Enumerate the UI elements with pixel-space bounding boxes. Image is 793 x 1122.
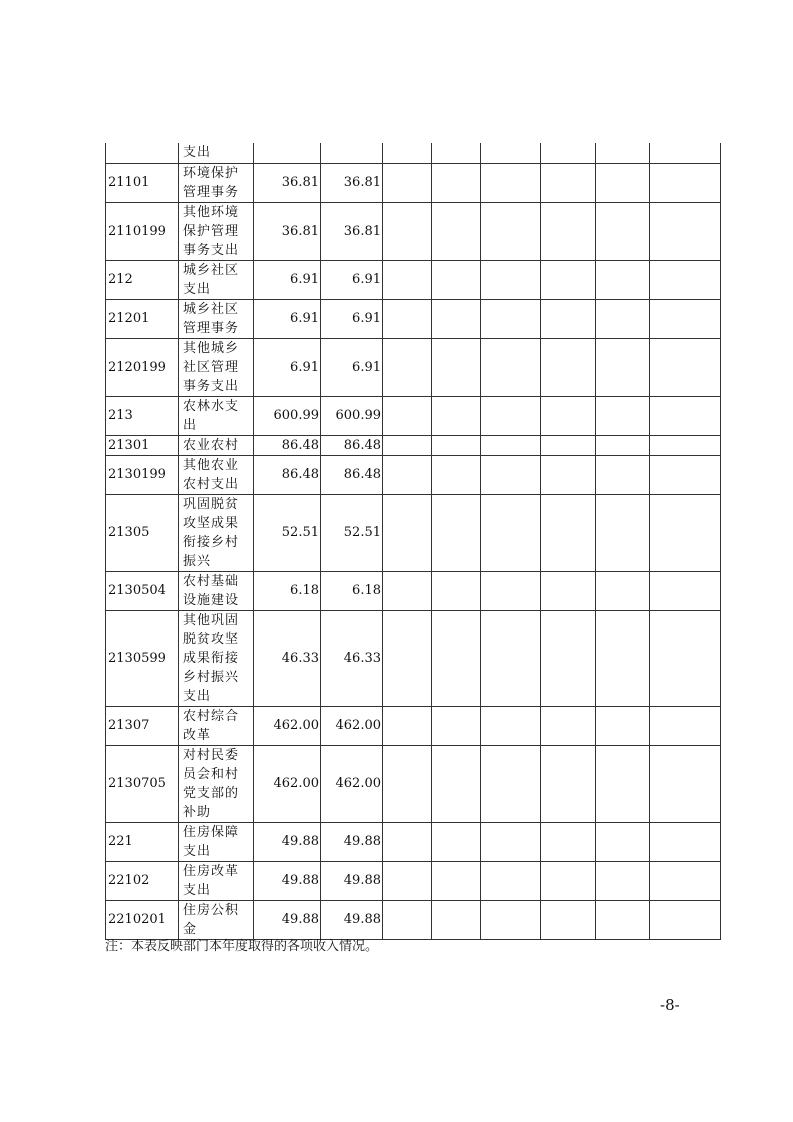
empty-cell bbox=[650, 706, 721, 745]
row-amount-fiscal: 6.18 bbox=[321, 571, 383, 610]
empty-cell bbox=[650, 260, 721, 299]
row-amount-fiscal: 86.48 bbox=[321, 455, 383, 494]
table-row bbox=[106, 822, 721, 861]
table-row bbox=[106, 706, 721, 745]
empty-cell bbox=[650, 494, 721, 571]
empty-cell bbox=[383, 396, 432, 435]
empty-cell bbox=[650, 861, 721, 900]
empty-cell bbox=[383, 900, 432, 939]
empty-cell bbox=[596, 494, 650, 571]
row-amount-fiscal: 462.00 bbox=[321, 745, 383, 822]
row-code bbox=[106, 143, 179, 163]
empty-cell bbox=[650, 435, 721, 455]
page-number: -8- bbox=[660, 996, 680, 1014]
empty-cell bbox=[432, 571, 481, 610]
empty-cell bbox=[650, 745, 721, 822]
table-row bbox=[106, 900, 721, 939]
row-name: 城乡社区管理事务 bbox=[179, 299, 254, 338]
empty-cell bbox=[481, 299, 541, 338]
row-amount-fiscal: 49.88 bbox=[321, 822, 383, 861]
row-name: 住房公积金 bbox=[179, 900, 254, 939]
row-amount-total bbox=[254, 143, 321, 163]
row-code: 2110199 bbox=[106, 202, 179, 260]
empty-cell bbox=[541, 435, 596, 455]
empty-cell bbox=[596, 396, 650, 435]
empty-cell bbox=[383, 299, 432, 338]
empty-cell bbox=[432, 260, 481, 299]
empty-cell bbox=[383, 202, 432, 260]
empty-cell bbox=[383, 435, 432, 455]
empty-cell bbox=[432, 610, 481, 706]
empty-cell bbox=[541, 143, 596, 163]
row-amount-fiscal: 86.48 bbox=[321, 435, 383, 455]
row-name: 巩固脱贫攻坚成果衔接乡村振兴 bbox=[179, 494, 254, 571]
row-amount-total: 49.88 bbox=[254, 861, 321, 900]
empty-cell bbox=[596, 900, 650, 939]
empty-cell bbox=[481, 143, 541, 163]
row-amount-fiscal bbox=[321, 143, 383, 163]
revenue-table bbox=[105, 143, 721, 940]
row-code: 2130504 bbox=[106, 571, 179, 610]
row-code: 2210201 bbox=[106, 900, 179, 939]
empty-cell bbox=[432, 435, 481, 455]
row-amount-fiscal: 52.51 bbox=[321, 494, 383, 571]
empty-cell bbox=[383, 745, 432, 822]
empty-cell bbox=[650, 299, 721, 338]
row-code: 2130705 bbox=[106, 745, 179, 822]
empty-cell bbox=[541, 900, 596, 939]
empty-cell bbox=[596, 861, 650, 900]
row-name: 农村基础设施建设 bbox=[179, 571, 254, 610]
empty-cell bbox=[541, 571, 596, 610]
row-amount-fiscal: 6.91 bbox=[321, 338, 383, 396]
empty-cell bbox=[432, 745, 481, 822]
row-amount-total: 49.88 bbox=[254, 822, 321, 861]
empty-cell bbox=[383, 494, 432, 571]
empty-cell bbox=[596, 338, 650, 396]
empty-cell bbox=[383, 571, 432, 610]
row-name: 农村综合改革 bbox=[179, 706, 254, 745]
empty-cell bbox=[481, 455, 541, 494]
table-row bbox=[106, 494, 721, 571]
empty-cell bbox=[650, 396, 721, 435]
empty-cell bbox=[432, 706, 481, 745]
table-note: 注：本表反映部门本年度取得的各项收入情况。 bbox=[105, 939, 379, 954]
row-code: 213 bbox=[106, 396, 179, 435]
row-name: 农业农村 bbox=[179, 435, 254, 455]
empty-cell bbox=[650, 455, 721, 494]
empty-cell bbox=[596, 163, 650, 202]
empty-cell bbox=[541, 202, 596, 260]
empty-cell bbox=[541, 260, 596, 299]
row-code: 21101 bbox=[106, 163, 179, 202]
row-amount-fiscal: 46.33 bbox=[321, 610, 383, 706]
empty-cell bbox=[596, 455, 650, 494]
row-code: 21201 bbox=[106, 299, 179, 338]
empty-cell bbox=[432, 143, 481, 163]
table-row bbox=[106, 610, 721, 706]
row-amount-total: 6.18 bbox=[254, 571, 321, 610]
empty-cell bbox=[541, 163, 596, 202]
table-row bbox=[106, 202, 721, 260]
row-code: 2130199 bbox=[106, 455, 179, 494]
empty-cell bbox=[432, 338, 481, 396]
empty-cell bbox=[541, 338, 596, 396]
empty-cell bbox=[650, 822, 721, 861]
empty-cell bbox=[481, 822, 541, 861]
empty-cell bbox=[596, 435, 650, 455]
empty-cell bbox=[432, 202, 481, 260]
empty-cell bbox=[596, 822, 650, 861]
table-body bbox=[106, 143, 721, 939]
row-amount-fiscal: 600.99 bbox=[321, 396, 383, 435]
empty-cell bbox=[596, 143, 650, 163]
empty-cell bbox=[383, 822, 432, 861]
empty-cell bbox=[541, 745, 596, 822]
row-amount-total: 49.88 bbox=[254, 900, 321, 939]
row-name: 城乡社区支出 bbox=[179, 260, 254, 299]
empty-cell bbox=[541, 610, 596, 706]
empty-cell bbox=[432, 494, 481, 571]
table-row bbox=[106, 338, 721, 396]
row-amount-fiscal: 49.88 bbox=[321, 900, 383, 939]
empty-cell bbox=[432, 455, 481, 494]
empty-cell bbox=[481, 745, 541, 822]
empty-cell bbox=[596, 706, 650, 745]
empty-cell bbox=[481, 861, 541, 900]
empty-cell bbox=[541, 299, 596, 338]
empty-cell bbox=[481, 494, 541, 571]
row-name: 其他环境保护管理事务支出 bbox=[179, 202, 254, 260]
row-amount-total: 6.91 bbox=[254, 299, 321, 338]
row-name: 其他城乡社区管理事务支出 bbox=[179, 338, 254, 396]
empty-cell bbox=[432, 861, 481, 900]
empty-cell bbox=[432, 299, 481, 338]
empty-cell bbox=[383, 338, 432, 396]
empty-cell bbox=[650, 571, 721, 610]
empty-cell bbox=[383, 706, 432, 745]
row-code: 2130599 bbox=[106, 610, 179, 706]
empty-cell bbox=[481, 610, 541, 706]
row-code: 2120199 bbox=[106, 338, 179, 396]
row-name: 支出 bbox=[179, 143, 254, 163]
empty-cell bbox=[383, 163, 432, 202]
row-code: 212 bbox=[106, 260, 179, 299]
empty-cell bbox=[541, 396, 596, 435]
empty-cell bbox=[481, 260, 541, 299]
row-code: 21305 bbox=[106, 494, 179, 571]
empty-cell bbox=[383, 143, 432, 163]
row-name: 其他巩固脱贫攻坚成果衔接乡村振兴支出 bbox=[179, 610, 254, 706]
empty-cell bbox=[481, 396, 541, 435]
empty-cell bbox=[383, 260, 432, 299]
row-name: 住房保障支出 bbox=[179, 822, 254, 861]
empty-cell bbox=[650, 143, 721, 163]
empty-cell bbox=[481, 706, 541, 745]
empty-cell bbox=[432, 900, 481, 939]
row-amount-total: 36.81 bbox=[254, 202, 321, 260]
empty-cell bbox=[383, 861, 432, 900]
table-row bbox=[106, 571, 721, 610]
table-row bbox=[106, 299, 721, 338]
empty-cell bbox=[383, 455, 432, 494]
empty-cell bbox=[481, 163, 541, 202]
row-amount-fiscal: 36.81 bbox=[321, 163, 383, 202]
row-amount-fiscal: 6.91 bbox=[321, 260, 383, 299]
row-amount-total: 462.00 bbox=[254, 745, 321, 822]
table-row bbox=[106, 143, 721, 163]
row-code: 21301 bbox=[106, 435, 179, 455]
row-amount-total: 86.48 bbox=[254, 435, 321, 455]
empty-cell bbox=[650, 338, 721, 396]
empty-cell bbox=[481, 900, 541, 939]
table-row bbox=[106, 435, 721, 455]
table-row bbox=[106, 745, 721, 822]
empty-cell bbox=[650, 610, 721, 706]
empty-cell bbox=[541, 494, 596, 571]
empty-cell bbox=[541, 822, 596, 861]
row-amount-total: 46.33 bbox=[254, 610, 321, 706]
row-amount-total: 6.91 bbox=[254, 260, 321, 299]
row-amount-total: 6.91 bbox=[254, 338, 321, 396]
empty-cell bbox=[481, 202, 541, 260]
row-name: 对村民委员会和村党支部的补助 bbox=[179, 745, 254, 822]
empty-cell bbox=[596, 202, 650, 260]
row-code: 21307 bbox=[106, 706, 179, 745]
row-name: 环境保护管理事务 bbox=[179, 163, 254, 202]
empty-cell bbox=[650, 163, 721, 202]
row-amount-total: 600.99 bbox=[254, 396, 321, 435]
empty-cell bbox=[596, 745, 650, 822]
empty-cell bbox=[541, 706, 596, 745]
row-name: 住房改革支出 bbox=[179, 861, 254, 900]
row-amount-total: 36.81 bbox=[254, 163, 321, 202]
empty-cell bbox=[650, 202, 721, 260]
empty-cell bbox=[596, 610, 650, 706]
row-amount-total: 462.00 bbox=[254, 706, 321, 745]
row-amount-fiscal: 462.00 bbox=[321, 706, 383, 745]
table-row bbox=[106, 861, 721, 900]
table-row bbox=[106, 455, 721, 494]
empty-cell bbox=[432, 163, 481, 202]
empty-cell bbox=[541, 455, 596, 494]
table-row bbox=[106, 396, 721, 435]
row-name: 农林水支出 bbox=[179, 396, 254, 435]
row-amount-total: 86.48 bbox=[254, 455, 321, 494]
empty-cell bbox=[596, 571, 650, 610]
row-code: 22102 bbox=[106, 861, 179, 900]
empty-cell bbox=[596, 299, 650, 338]
row-amount-fiscal: 49.88 bbox=[321, 861, 383, 900]
row-code: 221 bbox=[106, 822, 179, 861]
empty-cell bbox=[481, 571, 541, 610]
table-row bbox=[106, 163, 721, 202]
empty-cell bbox=[596, 260, 650, 299]
table-row bbox=[106, 260, 721, 299]
empty-cell bbox=[432, 396, 481, 435]
empty-cell bbox=[383, 610, 432, 706]
row-amount-total: 52.51 bbox=[254, 494, 321, 571]
row-amount-fiscal: 36.81 bbox=[321, 202, 383, 260]
empty-cell bbox=[650, 900, 721, 939]
empty-cell bbox=[481, 435, 541, 455]
row-name: 其他农业农村支出 bbox=[179, 455, 254, 494]
row-amount-fiscal: 6.91 bbox=[321, 299, 383, 338]
empty-cell bbox=[541, 861, 596, 900]
empty-cell bbox=[481, 338, 541, 396]
empty-cell bbox=[432, 822, 481, 861]
